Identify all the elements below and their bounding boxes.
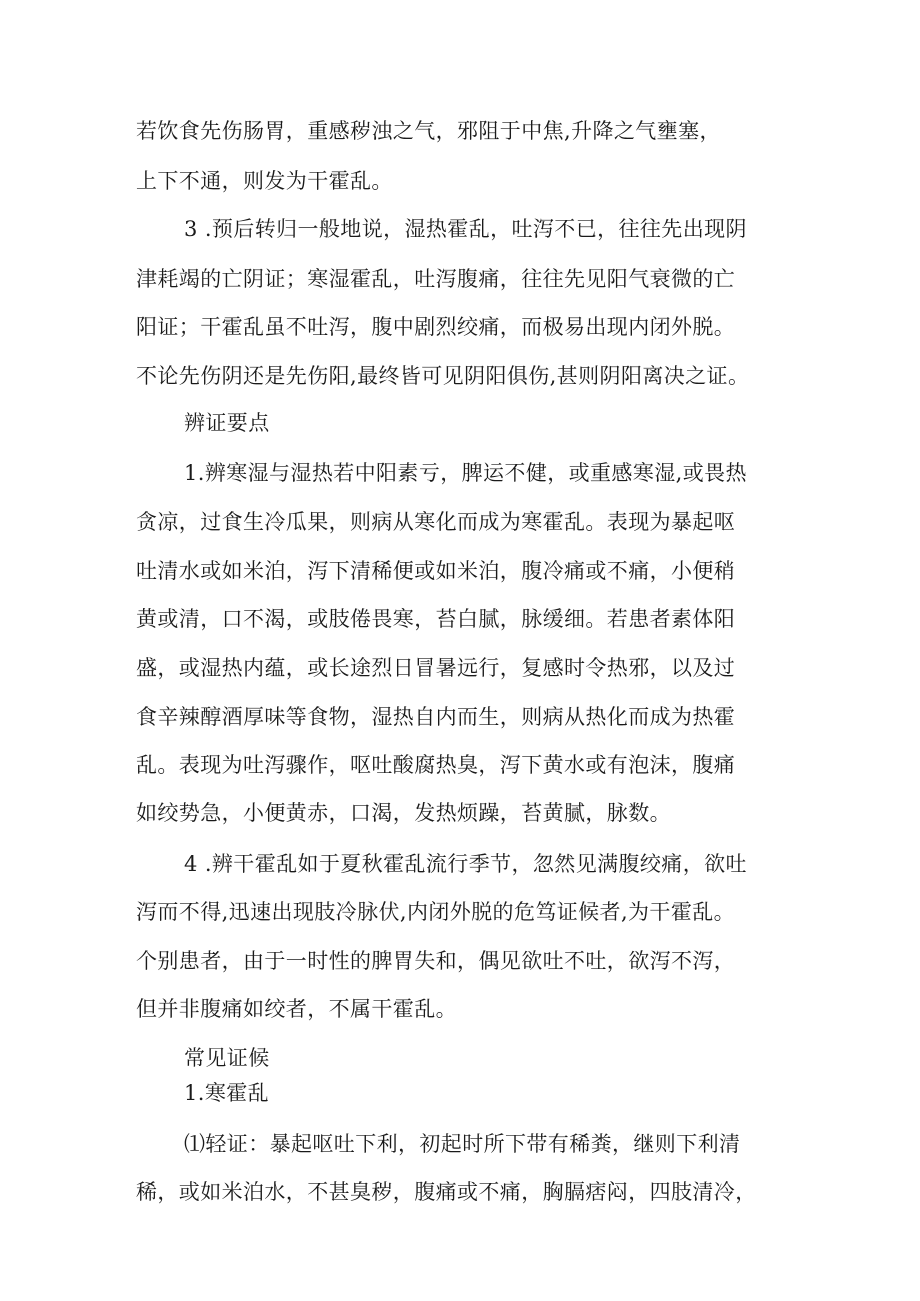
text-line: 盛，或湿热内蕴，或长途烈日冒暑远行，复感时令热邪，以及过 (136, 656, 736, 680)
text-line: 个别患者，由于一时性的脾胃失和，偶见欲吐不吐，欲泻不泻， (136, 949, 736, 973)
text-line: 4 .辨干霍乱如于夏秋霍乱流行季节，忽然见满腹绞痛，欲吐 (184, 852, 747, 876)
text-line: 贪凉，过食生冷瓜果，则病从寒化而成为寒霍乱。表现为暴起呕 (136, 510, 736, 534)
text-line: 3 .预后转归一般地说，湿热霍乱，吐泻不已，往往先出现阴 (184, 217, 747, 241)
text-line: 但并非腹痛如绞者，不属干霍乱。 (136, 997, 457, 1021)
text-line: 食辛辣醇酒厚味等食物，湿热自内而生，则病从热化而成为热霍 (136, 705, 736, 729)
text-line: 不论先伤阴还是先伤阳,最终皆可见阴阳俱伤,甚则阴阳离决之证。 (136, 364, 750, 388)
text-line: 若饮食先伤肠胃，重感秽浊之气，邪阻于中焦,升降之气壅塞， (136, 119, 721, 143)
text-line: 黄或清，口不渴，或肢倦畏寒，苔白腻，脉缓细。若患者素体阳 (136, 607, 736, 631)
text-line: 上下不通，则发为干霍乱。 (136, 169, 393, 193)
text-line: 吐清水或如米泊，泻下清稀便或如米泊，腹冷痛或不痛，小便稍 (136, 559, 736, 583)
subsection-heading: 1.寒霍乱 (184, 1081, 270, 1105)
text-line: 1.辨寒湿与湿热若中阳素亏，脾运不健，或重感寒湿,或畏热 (184, 461, 747, 485)
text-line: 阳证；干霍乱虽不吐泻，腹中剧烈绞痛，而极易出现内闭外脱。 (136, 315, 736, 339)
text-line: 津耗竭的亡阴证；寒湿霍乱，吐泻腹痛，往往先见阳气衰微的亡 (136, 267, 736, 291)
text-line: 稀，或如米泊水，不甚臭秽，腹痛或不痛，胸膈痞闷，四肢清冷， (136, 1180, 757, 1204)
text-line: ⑴轻证：暴起呕吐下利，初起时所下带有稀粪，继则下利清 (184, 1132, 741, 1156)
section-heading: 常见证候 (184, 1046, 270, 1070)
section-heading: 辨证要点 (184, 411, 270, 435)
text-line: 泻而不得,迅速出现肢冷脉伏,内闭外脱的危笃证候者,为干霍乱。 (136, 900, 736, 924)
text-line: 如绞势急，小便黄赤，口渴，发热烦躁，苔黄腻，脉数。 (136, 801, 671, 825)
text-line: 乱。表现为吐泻骤作，呕吐酸腐热臭，泻下黄水或有泡沫，腹痛 (136, 753, 736, 777)
